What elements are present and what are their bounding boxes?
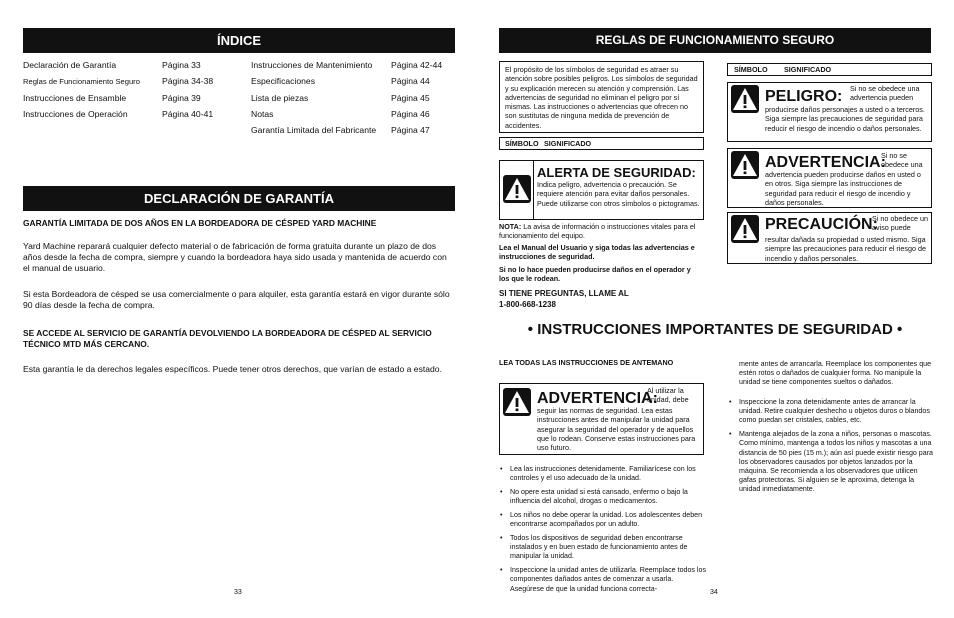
warning-box bbox=[727, 148, 932, 208]
index-entry-page: Página 34-38 bbox=[162, 76, 214, 86]
instructions-list-right bbox=[728, 398, 934, 499]
questions-text: SI TIENE PREGUNTAS, LLAME AL bbox=[499, 289, 629, 298]
index-entry-page: Página 47 bbox=[391, 125, 430, 135]
failure-text: Si no lo hace pueden producirse daños en el operador y los que le rodean. bbox=[499, 265, 691, 284]
symbol-header-right bbox=[727, 63, 932, 76]
list-item: • Inspeccione la zona detenidamente antes de arrancar la unidad. Retire cualquier deshecho u objetos duros o blandos como puedan ser cristales, cables, etc. bbox=[728, 398, 934, 426]
rules-header: REGLAS DE FUNCIONAMIENTO SEGURO bbox=[499, 28, 931, 53]
col-meaning-label: SIGNIFICADO bbox=[784, 65, 832, 74]
read-manual-text: Lea el Manual del Usuario y siga todas las advertencias e instrucciones de seguridad. bbox=[499, 243, 695, 262]
warranty-paragraph-4: Esta garantía le da derechos legales específicos. Puede tener otros derechos, que varían de estado a estado. bbox=[23, 364, 442, 374]
col-meaning-label: SIGNIFICADO bbox=[544, 139, 592, 148]
warranty-paragraph-2: Si esta Bordeadora de césped se usa comercialmente o para alquiler, esta garantía estará en vigor durante sólo 90 días desde la fecha de compra. bbox=[23, 289, 450, 311]
operation-warning-title: ADVERTENCIA: bbox=[537, 390, 658, 407]
index-entry-name: Garantía Limitada del Fabricante bbox=[251, 125, 377, 135]
page-number-right: 34 bbox=[710, 589, 718, 596]
index-entry-page: Página 39 bbox=[162, 93, 201, 103]
list-item: • Los niños no debe operar la unidad. Los adolescentes deben encontrarse acompañados por un adulto. bbox=[499, 511, 707, 529]
index-entry-page: Página 44 bbox=[391, 76, 430, 86]
safety-alert-box bbox=[499, 160, 704, 220]
operation-warning-box bbox=[499, 383, 704, 455]
col-symbol-label: SÍMBOLO bbox=[505, 139, 539, 148]
caution-icon bbox=[731, 215, 759, 243]
col-symbol-label: SÍMBOLO bbox=[734, 65, 768, 74]
warning-icon bbox=[731, 151, 759, 179]
danger-title: PELIGRO: bbox=[765, 88, 843, 105]
alert-icon bbox=[503, 175, 531, 203]
warranty-paragraph-1: Yard Machine reparará cualquier defecto material o de fabricación de forma gratuita durante un plazo de dos años desde la fecha de compra, siempre y cuando la bordeadora haya sido usada y mantenida de acuerdo con el manual de usuario. bbox=[23, 241, 447, 274]
read-all-heading: LEA TODAS LAS INSTRUCCIONES DE ANTEMANO bbox=[499, 358, 674, 367]
important-title: • INSTRUCCIONES IMPORTANTES DE SEGURIDAD • bbox=[527, 321, 903, 338]
list-item: • Lea las instrucciones detenidamente. Familiarícese con los controles y el uso adecuado de la unidad. bbox=[499, 465, 707, 483]
operation-warning-side: Al utilizar la unidad, debe bbox=[647, 386, 689, 405]
warranty-header: DECLARACIÓN DE GARANTÍA bbox=[23, 186, 455, 211]
index-entry-page: Página 40-41 bbox=[162, 109, 214, 119]
danger-text: producirse daños personajes a usted o a terceros. Siga siempre las precauciones de seguridad para reducir el riesgo de incendio o daños personales. bbox=[765, 105, 925, 133]
warning-side-text: Si no se obedece una bbox=[881, 151, 923, 170]
operation-warning-text: seguir las normas de seguridad. Lea estas instrucciones antes de manipular la unidad para asegurar la seguridad del operador y de aquellos que lo rodean. Conserve estas instrucciones para uso futuro. bbox=[537, 406, 696, 453]
index-entry-name: Instrucciones de Mantenimiento bbox=[251, 60, 373, 70]
warning-text: advertencia pueden producirse daños en usted o en otros. Siga siempre las instrucciones de seguridad para reducir el riesgo de incendio y daños personales. bbox=[765, 170, 921, 207]
index-entry-name: Lista de piezas bbox=[251, 93, 309, 103]
instructions-list-left bbox=[499, 465, 707, 598]
list-item: • No opere esta unidad si está cansado, enfermo o bajo la influencia del alcohol, drogas o medicamentos. bbox=[499, 488, 707, 506]
index-entry-page: Página 42-44 bbox=[391, 60, 443, 70]
caution-text: resultar dañada su propiedad o usted mismo. Siga siempre las precauciones para reducir el riesgo de incendio y daños personales. bbox=[765, 235, 927, 263]
index-entry-name: Instrucciones de Ensamble bbox=[23, 93, 127, 103]
alert-title: ALERTA DE SEGURIDAD: bbox=[537, 165, 696, 180]
index-entry-name: Notas bbox=[251, 109, 274, 119]
phone-number: 1-800-668-1238 bbox=[499, 300, 556, 309]
index-entry-name: Reglas de Funcionamiento Seguro bbox=[23, 77, 140, 86]
caution-title: PRECAUCIÓN: bbox=[765, 216, 878, 233]
note-body: La avisa de información o instrucciones vitales para el funcionamiento del equipo. bbox=[499, 222, 696, 241]
caution-box bbox=[727, 212, 932, 264]
warning-title: ADVERTENCIA: bbox=[765, 154, 886, 171]
continued-text: mente antes de arrancarla. Reemplace los componentes que estén rotos o dañados de cualquier forma. No manipule la unidad se tiene componentes sueltos o dañados. bbox=[739, 360, 932, 387]
list-item: • Todos los dispositivos de seguridad deben encontrarse instalados y en buen estado de funcionamiento antes de manipular la unidad. bbox=[499, 534, 707, 562]
index-entry-page: Página 45 bbox=[391, 93, 430, 103]
page-number-left: 33 bbox=[234, 589, 242, 596]
alert-divider bbox=[533, 161, 534, 219]
symbol-header-left bbox=[499, 137, 704, 150]
danger-box bbox=[727, 82, 932, 142]
danger-icon bbox=[731, 85, 759, 113]
warranty-heading: GARANTÍA LIMITADA DE DOS AÑOS EN LA BORDEADORA DE CÉSPED YARD MACHINE bbox=[23, 218, 377, 228]
caution-side-text: Si no obedece un aviso puede bbox=[872, 214, 928, 233]
warranty-service-notice: SE ACCEDE AL SERVICIO DE GARANTÍA DEVOLVIENDO LA BORDEADORA DE CÉSPED AL SERVICIO TÉCNICO MTD MÁS CERCANO. bbox=[23, 328, 432, 350]
index-entry-name: Instrucciones de Operación bbox=[23, 109, 128, 119]
index-header: ÍNDICE bbox=[23, 28, 455, 53]
index-entry-page: Página 46 bbox=[391, 109, 430, 119]
intro-box bbox=[499, 61, 704, 133]
danger-side-text: Si no se obedece una advertencia pueden bbox=[850, 84, 920, 103]
list-item: • Mantenga alejados de la zona a niños, personas o mascotas. Como mínimo, mantenga a todos los niños y mascotas a una distancia de 50 pies (15 m.); aún así puede existir riesgo para los observadores causados por objetos lanzados por la máquina. Se recomienda a los observadores que utilicen gafas protectoras. Si alguien se le aproxima, detenga la unidad inmediatamente. bbox=[728, 430, 934, 494]
index-entry-name: Especificaciones bbox=[251, 76, 316, 86]
note-label: NOTA: bbox=[499, 222, 522, 231]
alert-text: Indica peligro, advertencia o precaución. Se requiere atención para evitar daños personales. Puede utilizarse con otros símbolos o pictogramas. bbox=[537, 180, 700, 208]
list-item: • Inspeccione la unidad antes de utilizarla. Reemplace todos los componentes dañados antes de comenzar a usarla. Asegúrese de que la unidad funciona correcta- bbox=[499, 566, 707, 594]
intro-text: El propósito de los símbolos de seguridad es atraer su atención sobre posibles peligros. Los símbolos de seguridad y su explicación merecen su atención y comprensión. Las advertencias de seguridad no eliminan el peligro por sí mismas. Las instrucciones o advertencias que ofrecen no son sustitutas de ninguna medida de prevención de accidentes. bbox=[505, 65, 698, 130]
operation-warning-icon bbox=[503, 388, 531, 416]
note-text bbox=[499, 222, 707, 241]
index-entry-name: Declaración de Garantía bbox=[23, 60, 117, 70]
index-entry-page: Página 33 bbox=[162, 60, 201, 70]
